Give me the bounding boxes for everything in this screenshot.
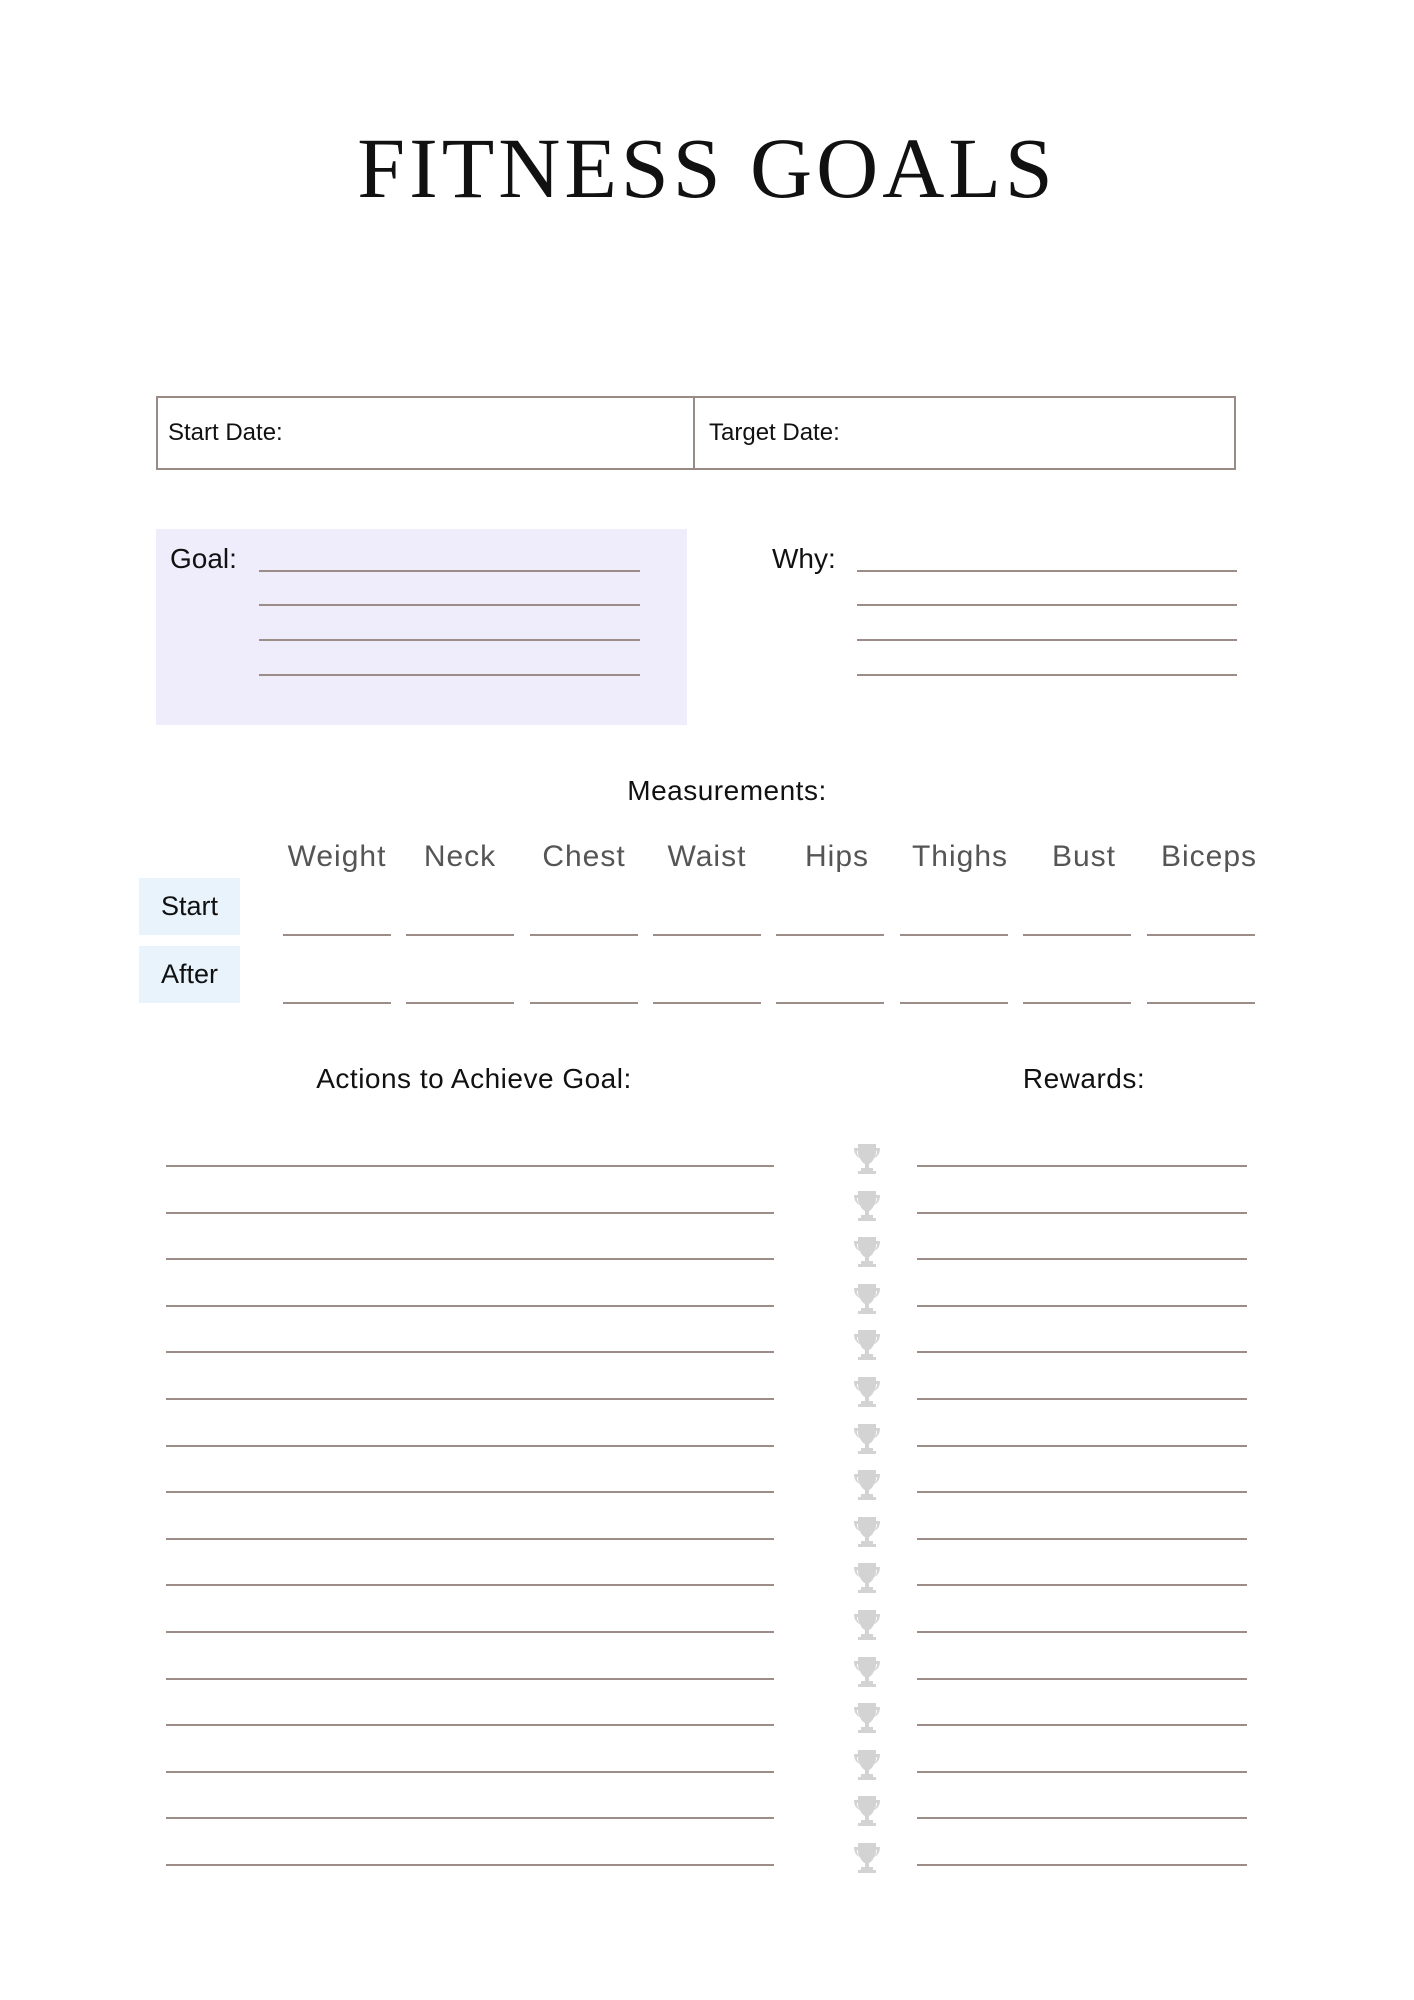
action-line[interactable] — [166, 1258, 774, 1260]
page-title: FITNESS GOALS — [357, 120, 1057, 216]
trophy-icon — [852, 1468, 882, 1502]
action-line[interactable] — [166, 1445, 774, 1447]
start-date-field[interactable] — [158, 398, 693, 468]
measure-line-after-chest[interactable] — [530, 1002, 638, 1004]
measure-line-start-bust[interactable] — [1023, 934, 1131, 936]
trophy-icon — [852, 1748, 882, 1782]
measure-line-after-hips[interactable] — [776, 1002, 884, 1004]
trophy-icon — [852, 1422, 882, 1456]
action-line[interactable] — [166, 1538, 774, 1540]
measure-col-bust: Bust — [1051, 840, 1117, 873]
trophy-icon — [852, 1608, 882, 1642]
reward-line[interactable] — [917, 1678, 1247, 1680]
trophy-icon — [852, 1655, 882, 1689]
measure-col-neck: Neck — [423, 840, 497, 873]
goal-label: Goal: — [170, 543, 237, 574]
measure-line-after-bust[interactable] — [1023, 1002, 1131, 1004]
reward-line[interactable] — [917, 1864, 1247, 1866]
trophy-icon — [852, 1794, 882, 1828]
date-box — [156, 396, 1236, 470]
measure-col-biceps: Biceps — [1160, 840, 1258, 873]
reward-line[interactable] — [917, 1724, 1247, 1726]
measure-line-start-hips[interactable] — [776, 934, 884, 936]
action-line[interactable] — [166, 1165, 774, 1167]
measure-row-after: After — [139, 946, 240, 1003]
measure-col-hips: Hips — [804, 840, 869, 873]
action-line[interactable] — [166, 1212, 774, 1214]
why-line[interactable] — [857, 570, 1237, 572]
trophy-icon — [852, 1561, 882, 1595]
reward-line[interactable] — [917, 1351, 1247, 1353]
why-line[interactable] — [857, 604, 1237, 606]
reward-line[interactable] — [917, 1771, 1247, 1773]
action-line[interactable] — [166, 1491, 774, 1493]
reward-line[interactable] — [917, 1538, 1247, 1540]
reward-line[interactable] — [917, 1305, 1247, 1307]
action-line[interactable] — [166, 1398, 774, 1400]
reward-line[interactable] — [917, 1584, 1247, 1586]
reward-line[interactable] — [917, 1817, 1247, 1819]
action-line[interactable] — [166, 1305, 774, 1307]
goal-line[interactable] — [259, 570, 640, 572]
reward-line[interactable] — [917, 1445, 1247, 1447]
measure-line-start-biceps[interactable] — [1147, 934, 1255, 936]
why-line[interactable] — [857, 674, 1237, 676]
reward-line[interactable] — [917, 1631, 1247, 1633]
measure-col-weight: Weight — [287, 840, 387, 873]
reward-line[interactable] — [917, 1398, 1247, 1400]
trophy-icon — [852, 1189, 882, 1223]
target-date-field[interactable] — [693, 398, 1234, 468]
measure-row-start: Start — [139, 878, 240, 935]
goal-line[interactable] — [259, 674, 640, 676]
rewards-title: Rewards: — [1022, 1063, 1146, 1094]
measure-line-after-biceps[interactable] — [1147, 1002, 1255, 1004]
action-line[interactable] — [166, 1678, 774, 1680]
trophy-icon — [852, 1841, 882, 1875]
target-date-label: Target Date: — [709, 419, 840, 446]
trophy-icon — [852, 1515, 882, 1549]
actions-title: Actions to Achieve Goal: — [316, 1063, 632, 1094]
action-line[interactable] — [166, 1864, 774, 1866]
measure-line-start-chest[interactable] — [530, 934, 638, 936]
measure-line-start-waist[interactable] — [653, 934, 761, 936]
trophy-icon — [852, 1328, 882, 1362]
measure-line-after-neck[interactable] — [406, 1002, 514, 1004]
action-line[interactable] — [166, 1631, 774, 1633]
trophy-icon — [852, 1375, 882, 1409]
trophy-icon — [852, 1142, 882, 1176]
measure-line-start-neck[interactable] — [406, 934, 514, 936]
measure-col-waist: Waist — [667, 840, 747, 873]
measure-line-after-waist[interactable] — [653, 1002, 761, 1004]
measurements-title: Measurements: — [627, 775, 827, 806]
action-line[interactable] — [166, 1584, 774, 1586]
start-date-label: Start Date: — [168, 419, 283, 446]
measure-line-start-thighs[interactable] — [900, 934, 1008, 936]
trophy-icon — [852, 1235, 882, 1269]
why-line[interactable] — [857, 639, 1237, 641]
why-label: Why: — [772, 543, 836, 574]
measure-line-after-thighs[interactable] — [900, 1002, 1008, 1004]
reward-line[interactable] — [917, 1212, 1247, 1214]
reward-line[interactable] — [917, 1165, 1247, 1167]
reward-line[interactable] — [917, 1491, 1247, 1493]
goal-line[interactable] — [259, 639, 640, 641]
action-line[interactable] — [166, 1351, 774, 1353]
measure-line-start-weight[interactable] — [283, 934, 391, 936]
action-line[interactable] — [166, 1724, 774, 1726]
measure-col-thighs: Thighs — [911, 840, 1009, 873]
action-line[interactable] — [166, 1817, 774, 1819]
action-line[interactable] — [166, 1771, 774, 1773]
reward-line[interactable] — [917, 1258, 1247, 1260]
trophy-icon — [852, 1701, 882, 1735]
goal-line[interactable] — [259, 604, 640, 606]
measure-col-chest: Chest — [542, 840, 626, 873]
measure-line-after-weight[interactable] — [283, 1002, 391, 1004]
trophy-icon — [852, 1282, 882, 1316]
